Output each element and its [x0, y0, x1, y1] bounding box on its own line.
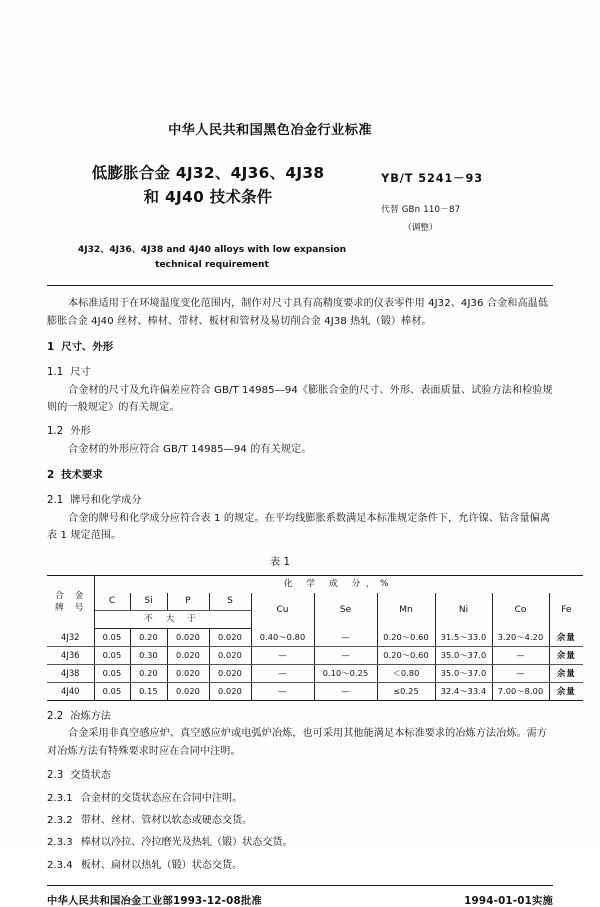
cell-cu: —: [251, 646, 314, 664]
cell-si: 0.20: [130, 664, 167, 682]
section-2-3-number: 2.3: [47, 770, 64, 782]
footer-divider: [47, 885, 553, 886]
page-content: [47, 0, 576, 907]
section-2-3-heading: [47, 767, 553, 785]
cell-p: 0.020: [167, 664, 209, 682]
section-1-heading: [47, 339, 553, 357]
section-2-3-3-number: 2.3.3: [47, 837, 73, 849]
title-row: [47, 162, 553, 233]
cell-c: 0.05: [94, 628, 130, 646]
chemical-composition-table: [47, 575, 583, 701]
table-row: [47, 664, 583, 682]
section-2-1-number: 2.1: [47, 495, 64, 507]
cell-fe: 余量: [549, 646, 583, 664]
brand-label-line-1: 合 金: [55, 590, 88, 601]
col-header-se: Se: [314, 593, 377, 629]
section-2-heading: [47, 467, 553, 485]
english-title-line-1: 4J32、4J36、4J38 and 4J40 alloys with low expansion: [77, 245, 347, 255]
cell-co: 7.00～8.00: [492, 682, 549, 700]
section-1-title: 尺寸、外形: [61, 341, 114, 354]
cell-mn: 0.20～0.60: [377, 628, 435, 646]
issuing-organization: 中华人民共和国黑色冶金行业标准: [168, 123, 372, 138]
col-header-s: S: [209, 593, 251, 611]
table-row: [47, 628, 583, 646]
cell-ni: 32.4～33.4: [435, 682, 492, 700]
section-1-1-body: 合金材的尺寸及允许偏差应符合 GB/T 14985—94《膨胀合金的尺寸、外形、表面质量、试验方法和检验规则的一般规定》的有关规定。: [47, 384, 553, 413]
section-2-3-4-number: 2.3.4: [47, 859, 73, 871]
document-body: [47, 295, 576, 874]
standard-identifier-block: [369, 162, 553, 233]
cell-fe: 余量: [549, 682, 583, 700]
english-title: [47, 243, 377, 272]
cell-co: —: [492, 664, 549, 682]
cell-ni: 35.0～37.0: [435, 646, 492, 664]
section-2-2-number: 2.2: [47, 710, 64, 722]
group-header-chemical-composition: 化 学 成 分，%: [94, 575, 583, 593]
cell-si: 0.30: [130, 646, 167, 664]
title-line-1: 低膨胀合金 4J32、4J36、4J38: [91, 164, 325, 182]
brand-header-cell: [47, 575, 94, 628]
implementation-date: 1994-01-01实施: [464, 895, 553, 907]
table-group-header-row: [47, 575, 583, 593]
table-column-header-row: [47, 593, 583, 611]
cell-fe: 余量: [549, 664, 583, 682]
section-2-1-title: 牌号和化学成分: [70, 495, 142, 507]
section-1-1-title: 尺寸: [70, 367, 91, 379]
cell-c: 0.05: [94, 664, 130, 682]
col-header-mn: Mn: [377, 593, 435, 629]
cell-se: 0.10～0.25: [314, 664, 377, 682]
section-2-3-1-number: 2.3.1: [47, 792, 73, 804]
cell-co: 3.20～4.20: [492, 628, 549, 646]
cell-c: 0.05: [94, 682, 130, 700]
table-row: [47, 682, 583, 700]
cell-c: 0.05: [94, 646, 130, 664]
adjusted-note: （调整）: [403, 223, 438, 233]
cell-se: —: [314, 628, 377, 646]
section-1-1-heading: [47, 364, 553, 382]
col-header-ni: Ni: [435, 593, 492, 629]
replaces-note: 代替 GBn 110－87: [381, 205, 461, 215]
section-2-3-4-text: 板材、扁材以热轧（锻）状态交货。: [80, 859, 243, 871]
cell-s: 0.020: [209, 664, 251, 682]
cell-s: 0.020: [209, 628, 251, 646]
section-2-2-body: 合金采用非真空感应炉、真空感应炉或电弧炉冶炼，也可采用其他能满足本标准要求的冶炼方法冶炼。需方对冶炼方法有特殊要求时应在合同中注明。: [47, 728, 548, 757]
cell-mn: ＜0.80: [377, 664, 435, 682]
section-2-3-title: 交货状态: [70, 770, 111, 782]
section-1-2-number: 1.2: [47, 426, 64, 438]
title-line-2: 和 4J40 技术条件: [143, 187, 273, 206]
col-header-co: Co: [492, 593, 549, 629]
section-2-3-4: [47, 857, 553, 874]
cell-p: 0.020: [167, 628, 209, 646]
brand-label-line-2: 牌 号: [55, 603, 88, 614]
section-2-3-2-number: 2.3.2: [47, 815, 73, 827]
col-header-c: C: [94, 593, 130, 611]
cell-s: 0.020: [209, 682, 251, 700]
section-2-1-body: 合金的牌号和化学成分应符合表 1 的规定。在平均线膨胀系数满足本标准规定条件下，允许镍、钴含量偏离表 1 规定范围。: [47, 512, 551, 542]
not-greater-than-label: 不 大 于: [94, 610, 251, 628]
standard-number: YB/T 5241－93: [381, 172, 483, 185]
english-title-line-2: technical requirement: [155, 259, 269, 270]
col-header-fe: Fe: [549, 593, 583, 629]
cell-mn: 0.20～0.60: [377, 646, 435, 664]
table-caption: 表 1: [270, 557, 290, 569]
cell-ni: 31.5～33.0: [435, 628, 492, 646]
section-2-3-1-text: 合金材的交货状态应在合同中注明。: [80, 792, 243, 804]
approval-statement: 中华人民共和国冶金工业部1993-12-08批准: [47, 895, 262, 907]
scope-paragraph: 本标准适用于在环境温度变化范围内，制作对尺寸具有高精度要求的仪表零件用 4J32、4J36 合金和高温低膨胀合金 4J40 丝材、棒材、带材、板材和管材及易切削合金 4J38 热轧（锻）棒材。: [47, 298, 549, 327]
cell-se: —: [314, 682, 377, 700]
cell-ni: 35.0～37.0: [435, 664, 492, 682]
section-2-3-3-text: 棒材以冷拉、冷拉磨光及热轧（锻）状态交货。: [80, 837, 293, 849]
cell-s: 0.020: [209, 646, 251, 664]
section-1-2-body: 合金材的外形应符合 GB/T 14985—94 的有关规定。: [68, 443, 312, 455]
cell-cu: 0.40～0.80: [251, 628, 314, 646]
cell-cu: —: [251, 664, 314, 682]
section-2-number: 2: [47, 469, 55, 482]
section-1-number: 1: [47, 341, 55, 354]
cell-si: 0.20: [130, 628, 167, 646]
table-row: [47, 646, 583, 664]
section-1-1-number: 1.1: [47, 367, 64, 379]
document-title: [47, 162, 369, 210]
cell-cu: —: [251, 682, 314, 700]
cell-fe: 余量: [549, 628, 583, 646]
cell-mn: ≤0.25: [377, 682, 435, 700]
cell-si: 0.15: [130, 682, 167, 700]
section-2-3-3: [47, 834, 553, 851]
section-1-2-title: 外形: [70, 426, 91, 438]
col-header-cu: Cu: [251, 593, 314, 629]
section-2-1-heading: [47, 492, 553, 510]
cell-p: 0.020: [167, 646, 209, 664]
section-2-3-1: [47, 790, 553, 807]
section-2-2-heading: [47, 708, 553, 726]
section-2-2-title: 冶炼方法: [70, 710, 111, 722]
header-divider: [47, 285, 553, 286]
section-2-3-2: [47, 812, 553, 829]
section-1-2-heading: [47, 423, 553, 441]
cell-co: —: [492, 646, 549, 664]
section-2-3-2-text: 带材、丝材、管材以软态或硬态交货。: [80, 815, 253, 827]
row-grade: 4J38: [47, 664, 94, 682]
cell-p: 0.020: [167, 682, 209, 700]
row-grade: 4J40: [47, 682, 94, 700]
page-footer: [47, 892, 553, 907]
row-grade: 4J36: [47, 646, 94, 664]
section-2-title: 技术要求: [61, 469, 103, 482]
col-header-p: P: [167, 593, 209, 611]
row-grade: 4J32: [47, 628, 94, 646]
cell-se: —: [314, 646, 377, 664]
col-header-si: Si: [130, 593, 167, 611]
